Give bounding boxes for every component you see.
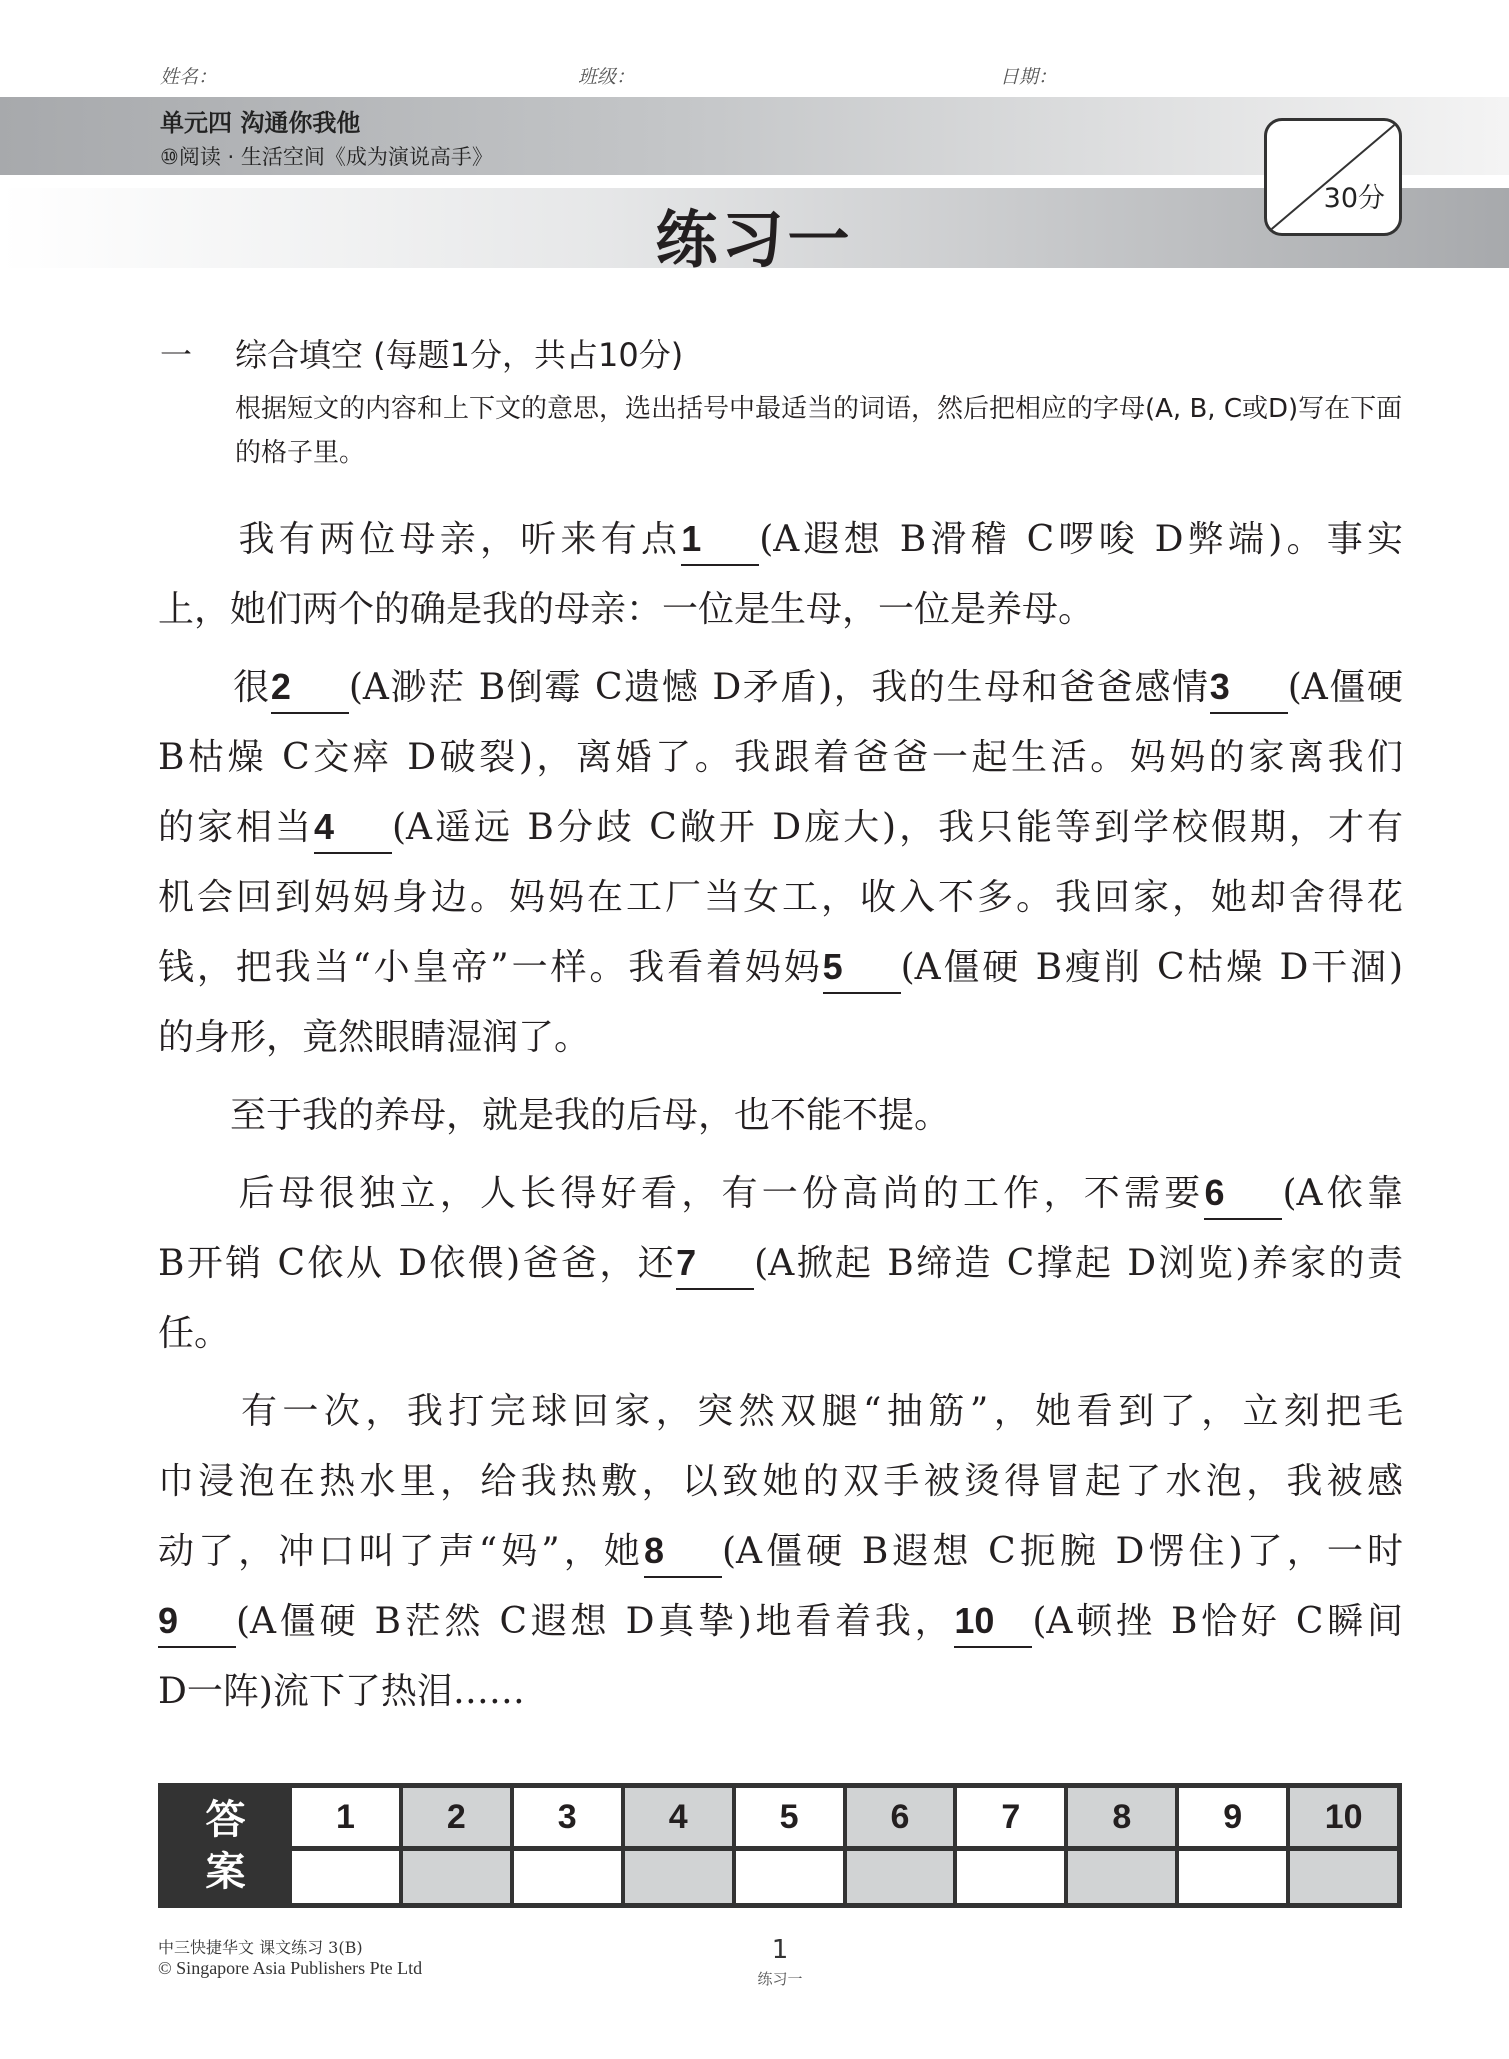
passage-text: 动了，冲口叫了声“妈”，她 — [158, 1531, 644, 1572]
answer-cell[interactable] — [847, 1851, 954, 1903]
passage-line — [158, 1234, 1403, 1304]
passage — [158, 510, 1403, 1740]
answer-column — [292, 1788, 399, 1903]
answer-column — [514, 1788, 621, 1903]
passage-text: B枯燥 C交瘁 D破裂)，离婚了。我跟着爸爸一起生活。妈妈的家离我们 — [158, 737, 1403, 778]
question-number: 8 — [1068, 1788, 1175, 1846]
paragraph — [158, 510, 1403, 650]
book-title: 中三快捷华文 课文练习 3(B) — [158, 1938, 363, 1957]
answer-label-bottom: 案 — [205, 1848, 246, 1895]
passage-text: 有一次，我打完球回家，突然双腿“抽筋”，她看到了，立刻把毛 — [158, 1391, 1403, 1432]
passage-line — [158, 1522, 1403, 1592]
blank-7: 7 — [676, 1238, 754, 1290]
passage-text: (A僵硬 B茫然 C遐想 D真挚)地看着我， — [236, 1601, 955, 1642]
blank-8: 8 — [644, 1526, 722, 1578]
lesson-title: ⑩阅读 · 生活空间《成为演说高手》 — [160, 145, 493, 169]
blank-4: 4 — [314, 802, 392, 854]
passage-text: 钱，把我当“小皇帝”一样。我看着妈妈 — [158, 947, 823, 988]
answer-column — [1179, 1788, 1286, 1903]
paragraph — [158, 658, 1403, 1078]
paragraph — [158, 1086, 1403, 1156]
passage-text: 后母很独立，人长得好看，有一份高尚的工作，不需要 — [158, 1173, 1205, 1214]
question-number: 5 — [736, 1788, 843, 1846]
paragraph — [158, 1164, 1403, 1374]
answer-cell[interactable] — [625, 1851, 732, 1903]
answer-cell[interactable] — [514, 1851, 621, 1903]
answer-label-top: 答 — [205, 1796, 246, 1843]
passage-line — [158, 658, 1403, 728]
answer-cell[interactable] — [957, 1851, 1064, 1903]
passage-line — [158, 1086, 1403, 1156]
answer-column — [403, 1788, 510, 1903]
passage-text: 巾浸泡在热水里，给我热敷，以致她的双手被烫得冒起了水泡，我被感 — [158, 1461, 1403, 1502]
passage-text: (A僵硬 — [1287, 667, 1403, 708]
blank-6: 6 — [1204, 1168, 1282, 1220]
passage-text: (A掀起 B缔造 C撑起 D浏览)养家的责 — [754, 1243, 1403, 1284]
section-number: 一 — [160, 336, 193, 374]
passage-line — [158, 728, 1403, 798]
blank-9: 9 — [158, 1596, 236, 1648]
blank-2: 2 — [271, 662, 349, 714]
passage-line — [158, 580, 1403, 650]
passage-text: (A顿挫 B恰好 C瞬间 — [1032, 1601, 1403, 1642]
blank-1: 1 — [681, 514, 759, 566]
total-score: 30分 — [1323, 183, 1385, 214]
passage-line — [158, 798, 1403, 868]
passage-text: (A依靠 — [1282, 1173, 1403, 1214]
answer-cell[interactable] — [1068, 1851, 1175, 1903]
page-label: 练习一 — [757, 1970, 803, 1988]
question-number: 10 — [1290, 1788, 1397, 1846]
answer-column — [736, 1788, 843, 1903]
date-label: 日期： — [1000, 66, 1058, 88]
answer-label — [163, 1788, 288, 1903]
blank-3: 3 — [1210, 662, 1288, 714]
question-number: 3 — [514, 1788, 621, 1846]
passage-text: 至于我的养母，就是我的后母，也不能不提。 — [158, 1095, 951, 1136]
passage-text: 很 — [158, 667, 271, 708]
section-title: 综合填空 (每题1分，共占10分) — [235, 336, 684, 374]
passage-line — [158, 938, 1403, 1008]
passage-text: (A僵硬 B遐想 C扼腕 D愣住)了，一时 — [721, 1531, 1403, 1572]
copyright: © Singapore Asia Publishers Pte Ltd — [158, 1958, 423, 1978]
passage-text: 上，她们两个的确是我的母亲：一位是生母，一位是养母。 — [158, 589, 1095, 630]
question-number: 6 — [847, 1788, 954, 1846]
question-number: 7 — [957, 1788, 1064, 1846]
paragraph — [158, 1382, 1403, 1732]
page-title: 练习一 — [655, 203, 854, 276]
passage-text: 我有两位母亲，听来有点 — [158, 519, 682, 560]
passage-text: D一阵)流下了热泪…… — [158, 1671, 525, 1712]
answer-cell[interactable] — [403, 1851, 510, 1903]
passage-line — [158, 1304, 1403, 1374]
passage-text: 的家相当 — [158, 807, 314, 848]
passage-line — [158, 1452, 1403, 1522]
class-label: 班级： — [578, 66, 636, 88]
instruction-text: 根据短文的内容和上下文的意思，选出括号中最适当的词语，然后把相应的字母(A, B, C或D)写在下面的格子里。 — [235, 394, 1403, 468]
answer-column — [1290, 1788, 1397, 1903]
answer-column — [1068, 1788, 1175, 1903]
passage-text: B开销 C依从 D依偎)爸爸，还 — [158, 1243, 677, 1284]
passage-text: 任。 — [158, 1313, 231, 1354]
passage-line — [158, 1592, 1403, 1662]
answer-cell[interactable] — [1179, 1851, 1286, 1903]
page-number: 1 — [771, 1935, 789, 1965]
question-number: 9 — [1179, 1788, 1286, 1846]
answer-table — [158, 1783, 1402, 1908]
answer-column — [847, 1788, 954, 1903]
passage-line — [158, 1164, 1403, 1234]
answer-cell[interactable] — [1290, 1851, 1397, 1903]
passage-text: (A僵硬 B瘦削 C枯燥 D干涸) — [900, 947, 1403, 988]
unit-title: 单元四 沟通你我他 — [160, 109, 361, 137]
blank-10: 10 — [954, 1596, 1032, 1648]
score-box — [1264, 118, 1402, 236]
question-number: 1 — [292, 1788, 399, 1846]
passage-text: 的身形，竟然眼睛湿润了。 — [158, 1017, 591, 1058]
answer-column — [625, 1788, 732, 1903]
passage-line — [158, 1662, 1403, 1732]
section-heading — [160, 330, 683, 376]
passage-text: 机会回到妈妈身边。妈妈在工厂当女工，收入不多。我回家，她却舍得花 — [158, 877, 1403, 918]
blank-5: 5 — [823, 942, 901, 994]
passage-line — [158, 1008, 1403, 1078]
answer-column — [957, 1788, 1064, 1903]
passage-line — [158, 868, 1403, 938]
passage-text: (A遐想 B滑稽 C啰唆 D弊端)。事实 — [759, 519, 1403, 560]
passage-text: (A遥远 B分歧 C敞开 D庞大)，我只能等到学校假期，才有 — [391, 807, 1403, 848]
answer-cell[interactable] — [292, 1851, 399, 1903]
question-number: 4 — [625, 1788, 732, 1846]
answer-cell[interactable] — [736, 1851, 843, 1903]
name-label: 姓名： — [160, 66, 218, 88]
question-number: 2 — [403, 1788, 510, 1846]
passage-text: (A渺茫 B倒霉 C遗憾 D矛盾)，我的生母和爸爸感情 — [348, 667, 1210, 708]
passage-line — [158, 510, 1403, 580]
passage-line — [158, 1382, 1403, 1452]
